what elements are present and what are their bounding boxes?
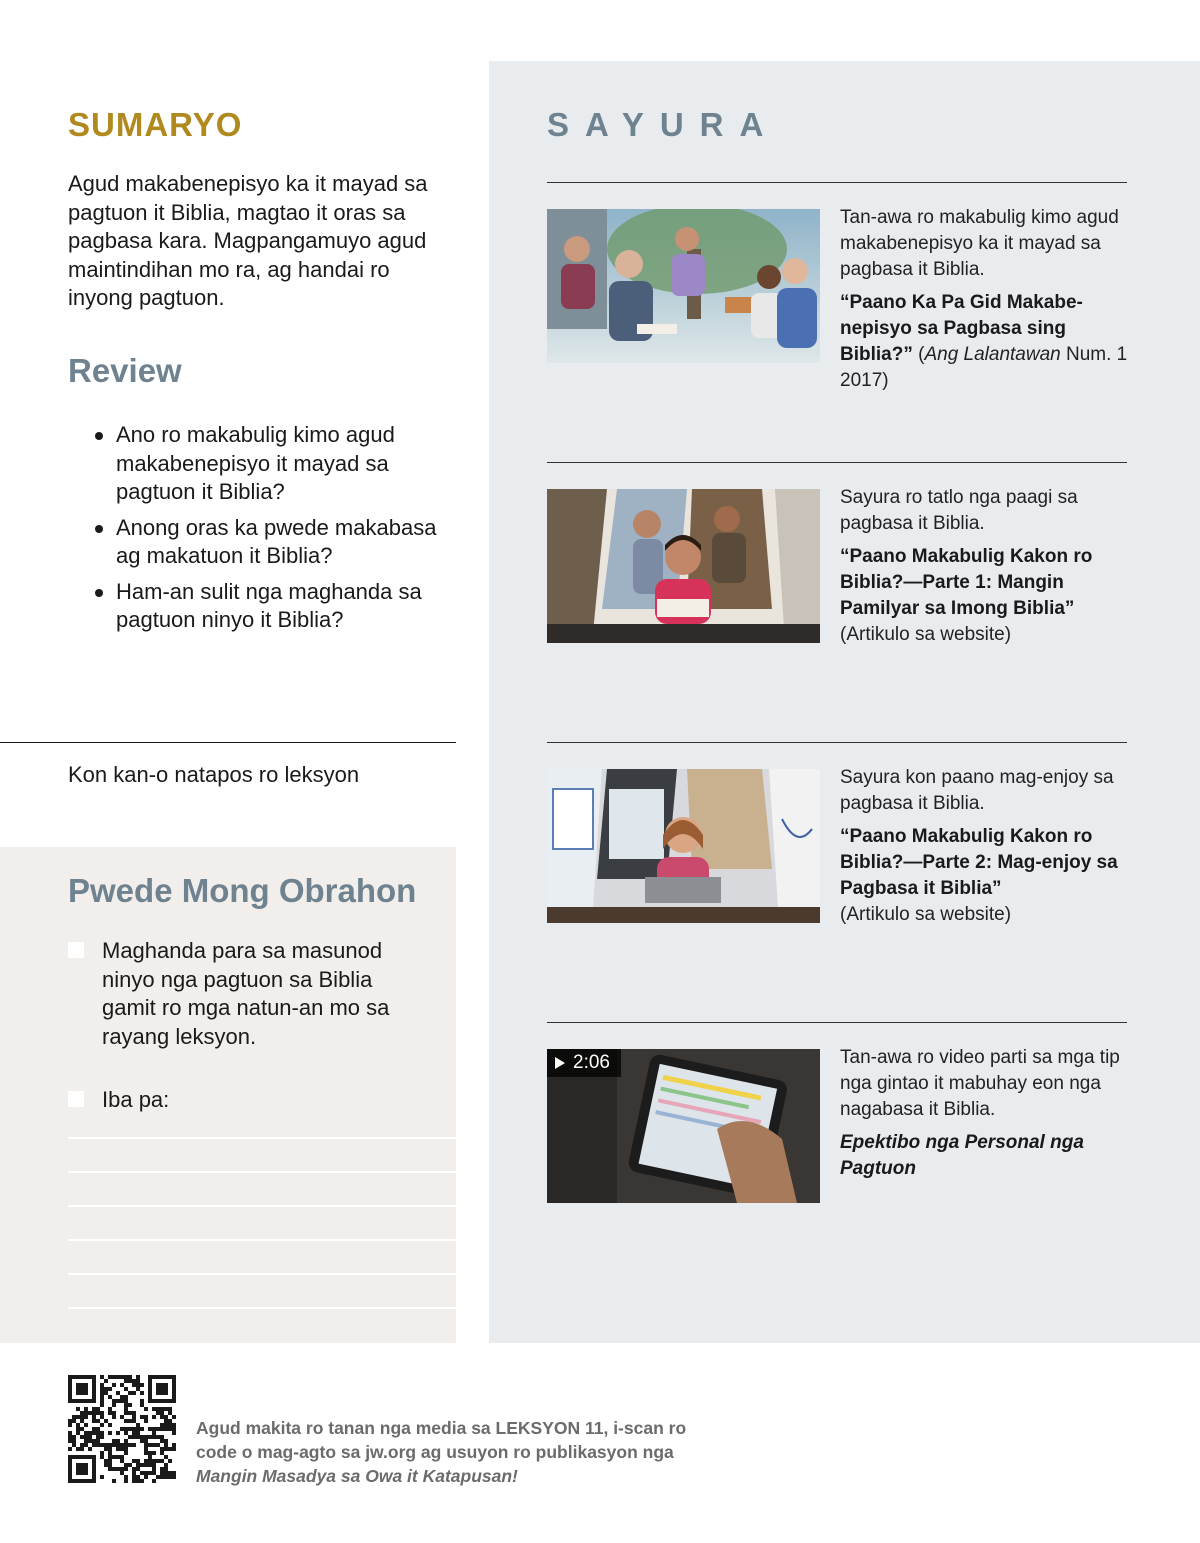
todo-item [68, 937, 428, 1051]
sayura-entry [840, 205, 1130, 394]
entry-title-link[interactable]: Epektibo nga Personal nga Pagtuon [840, 1132, 1084, 1179]
sayura-entry [840, 1045, 1130, 1182]
entry-title-link[interactable]: “Paano Makabulig Kakon ro Biblia?—Parte 2: Mag-enjoy sa Pagbasa it Biblia” [840, 826, 1118, 899]
entry-title-block [840, 290, 1130, 394]
review-question: Anong oras ka pwede makabasa ag makatuon it Biblia? [92, 514, 452, 571]
entry-description: Sayura kon paano mag-enjoy sa pagbasa it Biblia. [840, 767, 1114, 814]
divider [547, 1022, 1127, 1023]
people-reading-bible-image[interactable] [547, 209, 820, 363]
boy-reading-bible-image[interactable] [547, 489, 820, 643]
publication-title: Mangin Masadya sa Owa it Katapusan! [196, 1466, 518, 1486]
entry-source: (Artikulo sa website) [840, 624, 1012, 645]
sayura-entry [840, 485, 1130, 648]
divider [547, 742, 1127, 743]
write-line[interactable] [68, 1239, 456, 1241]
divider [547, 182, 1127, 183]
todo-heading: Pwede Mong Obrahon [68, 872, 417, 909]
review-heading: Review [68, 352, 182, 389]
review-question: Ham-an sulit nga maghanda sa pagtuon ninyo it Biblia? [92, 578, 452, 635]
divider [547, 462, 1127, 463]
completion-date-label: Kon kan-o natapos ro leksyon [68, 762, 360, 787]
write-line[interactable] [68, 1273, 456, 1275]
entry-title-link[interactable]: “Paano Ka Pa Gid Makabenepisyo sa Pagbasa sing Biblia?” [840, 292, 1083, 365]
sayura-entry [840, 765, 1130, 928]
summary-heading: SUMARYO [68, 106, 243, 143]
write-line[interactable] [68, 1171, 456, 1173]
sayura-heading: SAYURA [547, 106, 780, 143]
entry-title-link[interactable]: “Paano Makabulig Kakon ro Biblia?—Parte 1: Mangin Pamilyar sa Imong Biblia” [840, 546, 1093, 619]
divider [0, 742, 456, 743]
video-duration: 2:06 [573, 1052, 610, 1073]
entry-description: Tan-awa ro video parti sa mga tip nga gintao it mabuhay eon nga nagabasa it Biblia. [840, 1047, 1120, 1120]
footer-text: Agud makita ro tanan nga media sa LEKSYON 11, i-scan ro code o mag-agto sa jw.org ag usuyon ro publikasyon nga [196, 1418, 687, 1462]
entry-source-open: ( [912, 344, 925, 365]
footer-note [196, 1416, 716, 1488]
entry-description: Tan-awa ro makabulig kimo agud makabenepisyo ka it mayad sa pagbasa it Biblia. [840, 207, 1119, 280]
entry-source-publication: Ang Lalantawan [924, 344, 1061, 365]
review-question: Ano ro makabulig kimo agud makabenepisyo it mayad sa pagtuon it Biblia? [92, 421, 452, 507]
review-list [92, 421, 452, 642]
entry-source-issue: Num. 1 2017) [840, 344, 1128, 391]
write-line[interactable] [68, 1137, 456, 1139]
girl-reading-bible-image[interactable] [547, 769, 820, 923]
summary-text: Agud makabenepisyo ka it mayad sa pagtuon it Biblia, magtao it oras sa pagbasa kara. Magpangamuyo agud maintindihan mo ra, ag handai ro inyong pagtuon. [68, 171, 428, 310]
video-thumbnail[interactable] [547, 1049, 820, 1203]
todo-item-label: Maghanda para sa masunod ninyo nga pagtuon sa Biblia gamit ro mga natun-an mo sa rayang leksyon. [102, 938, 390, 1049]
qr-code-icon[interactable] [68, 1375, 176, 1483]
entry-source: (Artikulo sa website) [840, 904, 1012, 925]
write-line[interactable] [68, 1205, 456, 1207]
todo-item [68, 1086, 428, 1115]
play-icon [555, 1057, 565, 1069]
write-line[interactable] [68, 1307, 456, 1309]
entry-description: Sayura ro tatlo nga paagi sa pagbasa it Biblia. [840, 487, 1078, 534]
todo-item-label: Iba pa: [102, 1087, 170, 1112]
video-duration-badge [547, 1049, 621, 1077]
checkbox[interactable] [68, 942, 84, 958]
checkbox[interactable] [68, 1091, 84, 1107]
